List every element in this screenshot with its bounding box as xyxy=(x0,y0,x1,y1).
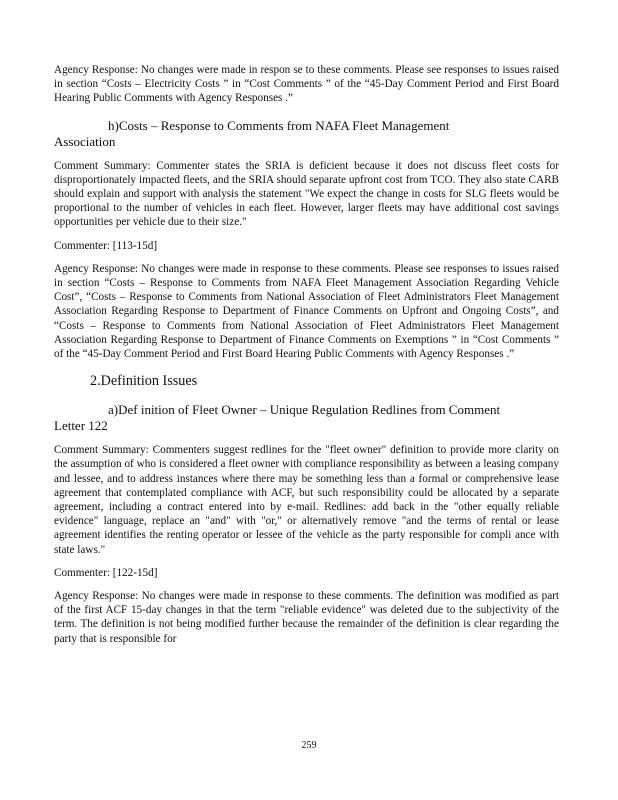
section-heading-h-line2: Association xyxy=(54,133,116,149)
page-content xyxy=(54,63,559,646)
section-heading-h-line1: h)Costs – Response to Comments from NAFA Fleet Management xyxy=(108,117,450,133)
section-heading-a xyxy=(54,402,559,434)
comment-summary-paragraph: Comment Summary: Commenter states the SRIA is deficient because it does not discuss fleet costs for disproportionately impacted fleets, and the SRIA should separate upfront cost from TCO. They also state CARB should explain and support with analysis the statement "We expect the change in costs for SLG fleets would be proportional to the number of vehicles in each fleet. However, larger fleets may have additional cost savings opportunities per vehicle due to their size." xyxy=(54,159,559,229)
section-heading-2: 2.Definition Issues xyxy=(90,373,198,390)
agency-response-paragraph: Agency Response: No changes were made in respon se to these comments. Please see responses to issues raised in section “Costs – Electricity Costs ” in “Cost Comments ” of the “45-Day Comment Period and First Board Hearing Public Comments with Agency Responses .” xyxy=(54,64,559,105)
comment-summary-paragraph: Comment Summary: Commenters suggest redlines for the "fleet owner" definition to provide more clarity on the assumption of who is considered a fleet owner with compliance responsibility as between a leasing company and lessee, and to address instances where there may be something less than a formal or comprehensive lease agreement that contemplated compliance with ACF, but such responsibility could be allocated by a separate agreement, including a contract entered into by e-mail. Redlines: add back in the "other equally reliable evidence" language, replace an "and" with "or," or alternatively remove "and the terms of rental or lease agreement identifies the renting operator or lessee of the vehicle as the party responsible for compli ance with state laws." xyxy=(54,444,559,556)
page-number: 259 xyxy=(301,740,317,751)
commenter-line: Commenter: [113-15d] xyxy=(54,239,158,252)
agency-response-paragraph: Agency Response: No changes were made in response to these comments. Please see responses to issues raised in section “Costs – Response to Comments from NAFA Fleet Management Association Regarding Vehicle Cost”, “Costs – Response to Comments from National Association of Fleet Administrators Fleet Management Association Regarding Response to Department of Finance Comments on Upfront and Ongoing Costs”, and “Costs – Response to Comments from National Association of Fleet Administrators Fleet Management Association Regarding Response to Department of Finance Comments on Exemptions ” in “Cost Comments ” of the “45-Day Comment Period and First Board Hearing Public Comments with Agency Responses .” xyxy=(54,262,559,361)
commenter-line: Commenter: [122-15d] xyxy=(54,566,158,579)
section-heading-h xyxy=(54,118,559,150)
agency-response-paragraph: Agency Response: No changes were made in response to these comments. The definition was modified as part of the first ACF 15-day changes in that the term "reliable evidence" was deleted due to the subjectivity of the term. The definition is not being modified further because the remainder of the definition is clear regarding the party that is responsible for xyxy=(54,590,559,645)
section-heading-a-line2: Letter 122 xyxy=(54,418,108,434)
section-heading-a-line1: a)Def inition of Fleet Owner – Unique Regulation Redlines from Comment xyxy=(108,402,501,418)
